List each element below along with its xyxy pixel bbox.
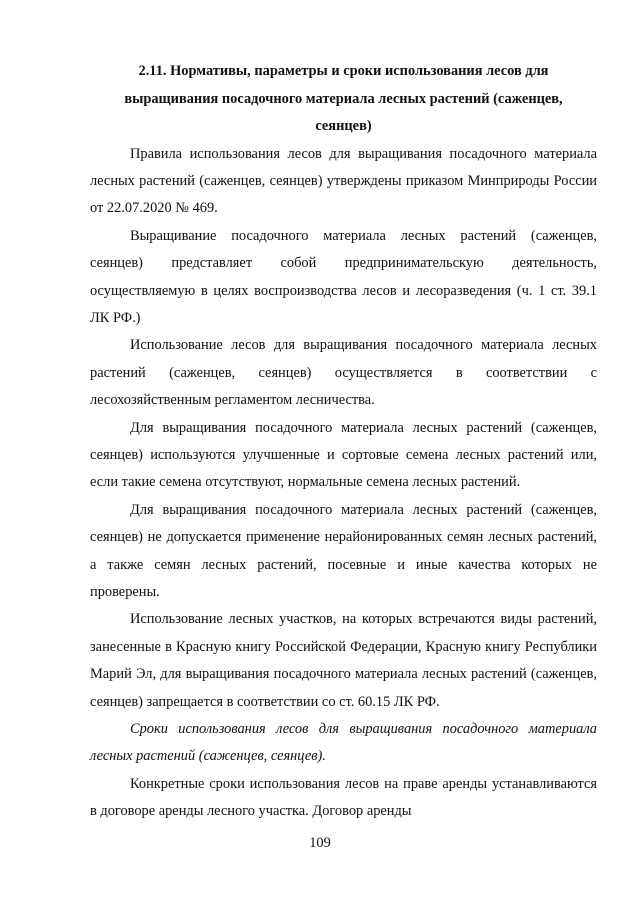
paragraph-rules-approval: Правила использования лесов для выращивания посадочного материала лесных растений (саженцев, сеянцев) утверждены приказом Минприроды России от 22.07.2020 № 469.: [90, 145, 597, 217]
section-heading-line-1: 2.11. Нормативы, параметры и сроки использования лесов для: [138, 63, 549, 79]
section-heading: [90, 58, 597, 141]
section-heading-line-3: сеянцев): [315, 118, 372, 134]
document-page: [90, 58, 597, 826]
paragraph-entrepreneurial-activity: Выращивание посадочного материала лесных растений (саженцев, сеянцев) представляет собой предпринимательскую деятельность, осуществляемую в целях воспроизводства лесов и лесоразведения (ч. 1 ст. 39.1 ЛК РФ.): [90, 227, 597, 326]
subheading-usage-terms: Сроки использования лесов для выращивания посадочного материала лесных растений (саженцев, сеянцев).: [90, 721, 597, 765]
section-heading-line-2: выращивания посадочного материала лесных растений (саженцев,: [124, 90, 563, 107]
paragraph-lease-terms: Конкретные сроки использования лесов на праве аренды устанавливаются в договоре аренды лесного участка. Договор аренды: [90, 775, 597, 820]
paragraph-seed-restrictions: Для выращивания посадочного материала лесных растений (саженцев, сеянцев) не допускается применение нерайонированных семян лесных растений, а также семян лесных растений, посевные и иные качества которых не проверены.: [90, 501, 597, 600]
page-number: 109: [309, 835, 331, 851]
paragraph-forestry-regulation: Использование лесов для выращивания посадочного материала лесных растений (саженцев, сеянцев) осуществляется в соответствии с лесохозяйственным регламентом лесничества.: [90, 337, 597, 409]
paragraph-red-book-prohibition: Использование лесных участков, на которых встречаются виды растений, занесенные в Красную книгу Российской Федерации, Красную книгу Республики Марий Эл, для выращивания посадочного материала лесных растений (саженцев, сеянцев) запрещается в соответствии со ст. 60.15 ЛК РФ.: [90, 611, 597, 710]
paragraph-improved-seeds: Для выращивания посадочного материала лесных растений (саженцев, сеянцев) используются улучшенные и сортовые семена лесных растений или, если такие семена отсутствуют, нормальные семена лесных растений.: [90, 419, 597, 491]
